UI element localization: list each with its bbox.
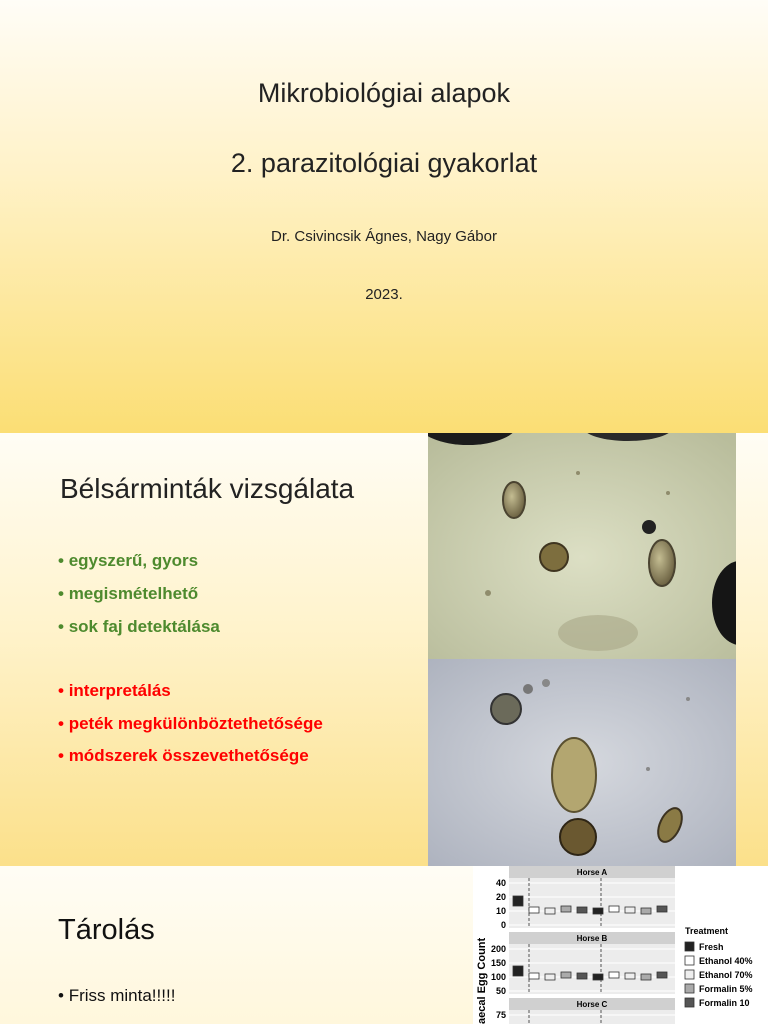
title-slide — [0, 0, 768, 433]
slide-authors: Dr. Csivincsik Ágnes, Nagy Gábor — [271, 228, 497, 245]
panel-title: Horse B — [576, 934, 608, 943]
box-mark — [657, 906, 667, 912]
legend-swatch — [685, 970, 694, 979]
con-bullet-1: • interpretálás — [58, 681, 171, 700]
legend-label: Formalin 5% — [699, 984, 753, 994]
slide-year: 2023. — [365, 286, 403, 303]
box-mark — [545, 908, 555, 914]
pro-bullet-3: • sok faj detektálása — [58, 617, 220, 636]
chart-ylabel: aecal Egg Count — [476, 937, 488, 1024]
box-mark — [561, 972, 571, 978]
panel-title: Horse C — [576, 1000, 608, 1009]
box-mark — [641, 974, 651, 980]
box-mark — [561, 906, 571, 912]
y-tick-label: 10 — [495, 906, 506, 916]
egg-count-box-chart — [473, 866, 768, 1024]
legend-swatch — [685, 984, 694, 993]
y-tick-label: 20 — [495, 892, 506, 902]
panel-area — [509, 1010, 675, 1024]
panel-area — [509, 878, 675, 928]
slide-title: Tárolás — [58, 914, 155, 946]
box-mark — [529, 973, 539, 979]
box-mark — [625, 907, 635, 913]
panel-title: Horse A — [576, 868, 608, 877]
box-mark — [609, 972, 619, 978]
pro-bullet-1: • egyszerű, gyors — [58, 551, 199, 570]
legend-label: Formalin 10 — [699, 998, 750, 1008]
box-mark — [641, 908, 651, 914]
y-tick-label: 150 — [490, 958, 506, 968]
legend-swatch — [685, 942, 694, 951]
con-bullet-2: • peték megkülönböztethetősége — [58, 714, 323, 733]
microscope-photo-2 — [428, 659, 736, 866]
stool-exam-slide — [0, 433, 768, 866]
box-mark — [545, 974, 555, 980]
legend-swatch — [685, 998, 694, 1007]
legend-title: Treatment — [685, 926, 729, 936]
storage-slide — [0, 866, 768, 1024]
legend-label: Ethanol 70% — [699, 970, 753, 980]
microscope-photo-1 — [428, 433, 736, 659]
box-mark — [593, 974, 603, 980]
y-tick-label: 50 — [495, 986, 506, 996]
box-mark — [577, 973, 587, 979]
legend-label: Ethanol 40% — [699, 956, 753, 966]
box-mark — [657, 972, 667, 978]
slide-subtitle: 2. parazitológiai gyakorlat — [230, 148, 538, 178]
box-mark — [593, 908, 603, 914]
chart-legend — [685, 942, 753, 1008]
y-tick-label: 100 — [490, 972, 506, 982]
box-mark — [513, 966, 523, 976]
y-tick-label: 0 — [500, 920, 506, 930]
y-tick-label: 75 — [495, 1010, 506, 1020]
y-tick-label: 200 — [490, 944, 506, 954]
box-mark — [577, 907, 587, 913]
con-bullet-3: • módszerek összevethetősége — [58, 746, 309, 765]
legend-label: Fresh — [699, 942, 724, 952]
storage-bullet-1: • Friss minta!!!!! — [58, 986, 176, 1005]
y-tick-label: 40 — [495, 878, 506, 888]
box-mark — [529, 907, 539, 913]
legend-swatch — [685, 956, 694, 965]
slide-title: Mikrobiológiai alapok — [257, 78, 511, 108]
slide-title: Bélsárminták vizsgálata — [60, 473, 355, 504]
box-mark — [609, 906, 619, 912]
chart-panels — [491, 866, 675, 1024]
panel-area — [509, 944, 675, 994]
box-mark — [513, 896, 523, 906]
box-mark — [625, 973, 635, 979]
pro-bullet-2: • megismételhető — [58, 584, 199, 603]
